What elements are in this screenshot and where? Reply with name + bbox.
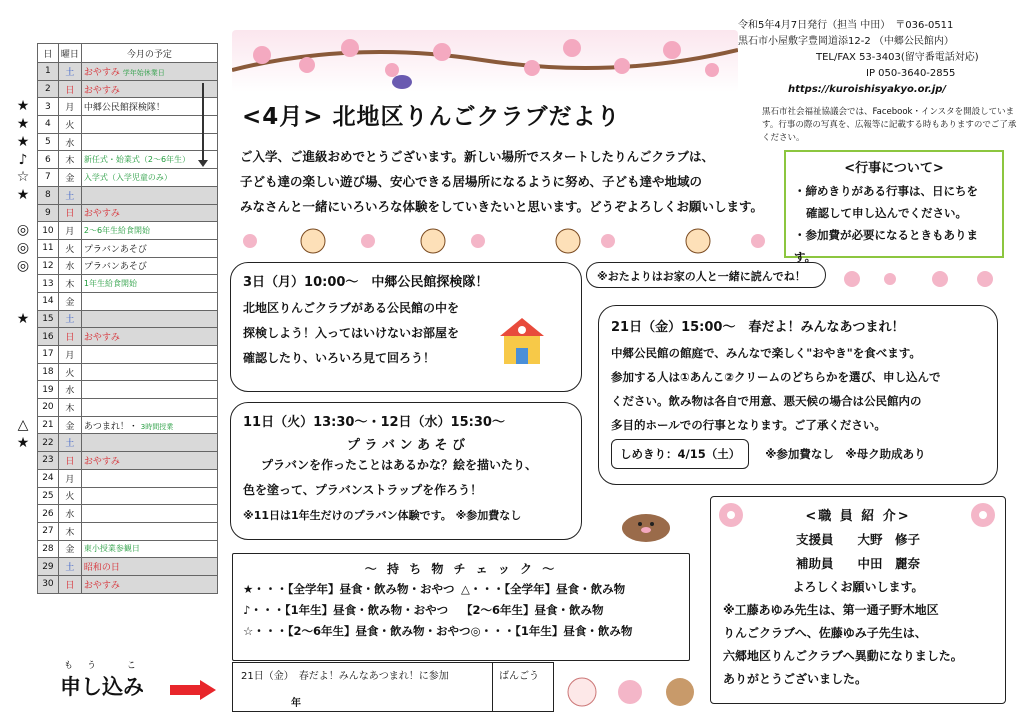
number-label: ばんごう — [499, 671, 539, 682]
event-subtitle: プ ラ バ ン あ そ び — [346, 438, 466, 453]
calendar-day: 20 — [38, 399, 59, 417]
calendar-row — [38, 116, 218, 134]
schedule-mark: ★ — [16, 116, 30, 133]
intro-text — [240, 144, 785, 219]
calendar-weekday: 金 — [58, 540, 81, 558]
staff-row — [723, 528, 993, 552]
staff-note: りんごクラブへ、佐藤ゆみ子先生は、 — [723, 626, 927, 640]
school-icon — [494, 312, 550, 368]
calendar-day: 26 — [38, 505, 59, 523]
calendar-table — [37, 43, 218, 594]
calendar-weekday: 木 — [58, 151, 81, 169]
calendar-weekday: 金 — [58, 416, 81, 434]
items-row — [243, 579, 679, 600]
calendar-row — [38, 275, 218, 293]
calendar-event — [81, 558, 217, 576]
issue-date: 令和5年4月7日発行（担当 中田） 〒036-0511 — [738, 20, 954, 31]
calendar-weekday: 月 — [58, 98, 81, 116]
calendar-row — [38, 133, 218, 151]
schedule-mark: △ — [17, 417, 29, 433]
calendar-day: 23 — [38, 452, 59, 470]
calendar-weekday: 木 — [58, 275, 81, 293]
staff-note: ※工藤あゆみ先生は、第一通子野木地区 — [723, 603, 939, 617]
calendar-weekday: 木 — [58, 522, 81, 540]
calendar-row — [38, 328, 218, 346]
cherry-blossom-icon — [716, 500, 746, 530]
calendar-event — [81, 310, 217, 328]
tel: TEL/FAX 53-3403(留守番電話対応) — [816, 52, 979, 63]
event-text: 探検しよう！入ってはいけないお部屋を — [243, 326, 460, 340]
issuer-info — [738, 18, 979, 98]
calendar-event — [81, 292, 217, 310]
rules-item: ・締めきりがある行事は、日にちを — [794, 184, 978, 198]
calendar-day: 4 — [38, 116, 59, 134]
calendar-event-text: プラバンあそび — [83, 244, 147, 255]
calendar-day: 16 — [38, 328, 59, 346]
calendar-weekday: 金 — [58, 169, 81, 187]
calendar-row — [38, 98, 218, 116]
cherry-blossom-icon — [232, 30, 738, 92]
calendar-day: 14 — [38, 292, 59, 310]
calendar-event-text: プラバンあそび — [83, 262, 147, 273]
calendar-row — [38, 416, 218, 434]
calendar-header-events: 今月の予定 — [81, 44, 217, 63]
calendar-day: 5 — [38, 133, 59, 151]
calendar-event — [81, 575, 217, 593]
grade-field[interactable]: 年 — [291, 698, 301, 709]
staff-name: 中田 麗奈 — [857, 556, 921, 571]
calendar-day: 15 — [38, 310, 59, 328]
calendar-header-weekday: 曜日 — [58, 44, 81, 63]
calendar-event — [81, 169, 217, 187]
calendar-event — [81, 275, 217, 293]
calendar-row — [38, 310, 218, 328]
item-entry: 【2～6年生】昼食・飲み物 — [461, 603, 604, 617]
calendar-day: 21 — [38, 416, 59, 434]
calendar-weekday: 土 — [58, 186, 81, 204]
event-text: ※11日は1年生だけのプラバン体験です。 ※参加費なし — [243, 509, 522, 522]
calendar-row — [38, 186, 218, 204]
calendar-event-text: おやすみ — [83, 456, 120, 467]
calendar-row — [38, 169, 218, 187]
calendar-day: 9 — [38, 204, 59, 222]
event-text: プラバンを作ったことはあるかな？絵を描いたり、 — [261, 458, 538, 472]
calendar-row — [38, 522, 218, 540]
calendar-row — [38, 434, 218, 452]
calendar-body — [38, 63, 218, 594]
staff-box — [710, 496, 1006, 704]
calendar-event — [81, 346, 217, 364]
calendar-row — [38, 257, 218, 275]
calendar-event — [81, 469, 217, 487]
calendar-event-text: おやすみ — [83, 85, 120, 96]
calendar-event — [81, 204, 217, 222]
calendar-event — [81, 452, 217, 470]
staff-title: <職 員 紹 介> — [805, 509, 911, 524]
calendar-event-text: 2～6年生給食開始 — [83, 226, 151, 236]
deadline-badge: しめきり：4/15（土） — [611, 439, 749, 469]
schedule-mark: ★ — [16, 186, 30, 203]
intro-line: みなさんと一緒にいろいろな体験をしていきたいと思います。どうぞよろしくお願いします。 — [240, 199, 764, 214]
calendar-row — [38, 63, 218, 81]
event-heading: 3日（月）10:00～ 中郷公民館探検隊！ — [243, 275, 489, 290]
intro-line: 子ども達の楽しい遊び場、安心できる居場所になるように努め、子ども達や地域の — [240, 174, 703, 189]
staff-row — [723, 552, 993, 576]
calendar-event-text: おやすみ — [83, 209, 120, 220]
schedule-mark: ★ — [16, 434, 30, 451]
calendar-header-row — [38, 44, 218, 63]
calendar-day: 10 — [38, 222, 59, 240]
event-heading: 21日（金）15:00～ 春だよ！みんなあつまれ！ — [611, 320, 905, 335]
event-text: 確認したり、いろいろ見て回ろう！ — [243, 351, 436, 365]
apply-label: 申し込み — [60, 675, 144, 699]
calendar-weekday: 月 — [58, 346, 81, 364]
calendar-weekday: 日 — [58, 452, 81, 470]
calendar-day: 27 — [38, 522, 59, 540]
event-box-plaban — [230, 402, 582, 540]
item-entry: ♪・・・【1年生】昼食・飲み物・おやつ — [243, 603, 449, 617]
calendar-day: 7 — [38, 169, 59, 187]
schedule-mark: ★ — [16, 310, 30, 327]
apply-ruby: もう こ — [64, 661, 150, 671]
number-field[interactable] — [493, 663, 553, 711]
calendar-weekday: 日 — [58, 80, 81, 98]
staff-note: ありがとうございました。 — [723, 672, 868, 686]
calendar-day: 30 — [38, 575, 59, 593]
calendar-day: 17 — [38, 346, 59, 364]
schedule-mark: ◎ — [16, 240, 30, 256]
calendar-weekday: 月 — [58, 469, 81, 487]
calendar-event — [81, 328, 217, 346]
address: 黒石市小屋敷字豊岡道添12-2 （中郷公民館内） — [738, 36, 954, 47]
schedule-mark: ♪ — [18, 151, 28, 168]
staff-role: 補助員 — [795, 556, 834, 571]
calendar-event — [81, 257, 217, 275]
calendar-day: 13 — [38, 275, 59, 293]
calendar-day: 2 — [38, 80, 59, 98]
event-text: ください。飲み物は各自で用意、悪天候の場合は公民館内の — [611, 394, 922, 408]
calendar-weekday: 土 — [58, 310, 81, 328]
items-checklist — [232, 553, 690, 661]
calendar-row — [38, 505, 218, 523]
right-arrow-icon — [170, 680, 216, 700]
calendar-weekday: 木 — [58, 399, 81, 417]
event-text: 多目的ホールでの行事となります。ご了承ください。 — [611, 418, 886, 432]
item-entry: △・・・【全学年】昼食・飲み物 — [461, 582, 626, 596]
event-text: 参加する人は①あんこ②クリームのどちらかを選び、申し込んで — [611, 370, 941, 384]
cherry-blossom-icon — [968, 500, 998, 530]
items-row — [243, 621, 679, 642]
calendar-event — [81, 505, 217, 523]
event-text: 色を塗って、プラバンストラップを作ろう！ — [243, 483, 483, 497]
calendar-weekday: 水 — [58, 257, 81, 275]
calendar-weekday: 日 — [58, 328, 81, 346]
calendar-row — [38, 575, 218, 593]
item-entry: ☆・・・【2～6年生】昼食・飲み物・おやつ — [243, 624, 471, 638]
calendar-event — [81, 399, 217, 417]
page-title: <4月> 北地区りんごクラブだより — [242, 104, 621, 130]
calendar-weekday: 日 — [58, 575, 81, 593]
schedule-mark: ★ — [16, 133, 30, 150]
calendar-day: 29 — [38, 558, 59, 576]
calendar-event-text: 1年生給食開始 — [83, 279, 137, 289]
rules-item: ・参加費が必要になるときもあります。 — [794, 228, 978, 264]
calendar-day: 1 — [38, 63, 59, 81]
event-heading: 11日（火）13:30～・12日（水）15:30～ — [243, 415, 505, 430]
calendar-weekday: 水 — [58, 505, 81, 523]
calendar-event — [81, 540, 217, 558]
fee-note: ※参加費なし ※母ク助成あり — [765, 447, 926, 461]
calendar-event — [81, 116, 217, 134]
calendar-day: 24 — [38, 469, 59, 487]
calendar-row — [38, 469, 218, 487]
calendar-day: 18 — [38, 363, 59, 381]
calendar-day: 19 — [38, 381, 59, 399]
staff-note: 六郷地区りんごクラブへ異動になりました。 — [723, 649, 963, 663]
calendar-event-text: おやすみ — [83, 67, 120, 78]
calendar-event — [81, 522, 217, 540]
calendar-event — [81, 63, 217, 81]
item-entry: ◎・・・【1年生】昼食・飲み物 — [470, 624, 633, 638]
calendar-row — [38, 399, 218, 417]
calendar-row — [38, 487, 218, 505]
calendar-row — [38, 222, 218, 240]
calendar-weekday: 日 — [58, 204, 81, 222]
calendar-row — [38, 239, 218, 257]
calendar-event-text: 昭和の日 — [83, 563, 120, 574]
calendar-event — [81, 239, 217, 257]
down-arrow-icon — [202, 83, 204, 161]
staff-greeting: よろしくお願いします。 — [792, 580, 924, 594]
calendar-row — [38, 292, 218, 310]
form-label: 21日（金） 春だよ！みんなあつまれ！に参加 — [241, 671, 449, 682]
ip-phone: IP 050-3640-2855 — [866, 68, 956, 79]
calendar-row — [38, 204, 218, 222]
calendar-day: 11 — [38, 239, 59, 257]
calendar-row — [38, 363, 218, 381]
calendar-weekday: 火 — [58, 239, 81, 257]
staff-name: 大野 修子 — [857, 532, 921, 547]
calendar-row — [38, 346, 218, 364]
calendar-day: 8 — [38, 186, 59, 204]
calendar-row — [38, 540, 218, 558]
calendar-day: 12 — [38, 257, 59, 275]
schedule-mark: ☆ — [16, 169, 30, 186]
rules-item: 確認して申し込んでください。 — [806, 206, 967, 220]
sakura-banner — [232, 30, 738, 92]
form-event-cell — [233, 663, 493, 711]
schedule-mark: ◎ — [16, 222, 30, 239]
calendar-day: 22 — [38, 434, 59, 452]
calendar-event — [81, 416, 217, 434]
rules-box — [784, 150, 1004, 264]
calendar-weekday: 月 — [58, 222, 81, 240]
calendar-event-text: おやすみ — [83, 333, 120, 344]
schedule-mark: ◎ — [16, 257, 30, 274]
items-title: ～ 持 ち 物 チ ェ ッ ク ～ — [364, 562, 558, 576]
calendar-weekday: 水 — [58, 133, 81, 151]
calendar-event-text: 東小授業参観日 — [83, 544, 140, 554]
calendar-day: 6 — [38, 151, 59, 169]
calendar-event-sub: 学年始休業日 — [122, 68, 165, 77]
event-box-spring — [598, 305, 998, 485]
calendar-weekday: 土 — [58, 558, 81, 576]
calendar-event — [81, 363, 217, 381]
staff-role: 支援員 — [795, 532, 834, 547]
calendar-event-text: あつまれ！・ — [83, 421, 138, 432]
rules-title: <行事について> — [844, 161, 944, 176]
calendar-event-sub: 3時間授業 — [140, 422, 174, 431]
kids-decoration-icon — [238, 226, 768, 256]
calendar-row — [38, 558, 218, 576]
calendar-event — [81, 434, 217, 452]
calendar-header-day: 日 — [38, 44, 59, 63]
cherry-blossom-icon — [840, 266, 1000, 292]
calendar-weekday: 火 — [58, 487, 81, 505]
items-row — [243, 600, 679, 621]
calendar-row — [38, 80, 218, 98]
event-text: 北地区りんごクラブがある公民館の中を — [243, 301, 460, 315]
item-entry: ★・・・【全学年】昼食・飲み物・おやつ — [243, 582, 455, 596]
calendar-event-text: おやすみ — [83, 580, 120, 591]
calendar-row — [38, 151, 218, 169]
calendar-weekday: 水 — [58, 381, 81, 399]
event-text: 中郷公民館の館庭で、みんなで楽しく"おやき"を食べます。 — [611, 346, 921, 360]
intro-line: ご入学、ご進級おめでとうございます。新しい場所でスタートしたりんごクラブは、 — [240, 149, 715, 164]
calendar-weekday: 火 — [58, 116, 81, 134]
calendar-weekday: 金 — [58, 292, 81, 310]
website-link[interactable]: https://kuroishisyakyo.or.jp/ — [788, 84, 947, 95]
application-form — [232, 662, 554, 712]
calendar-event — [81, 80, 217, 98]
calendar-weekday: 土 — [58, 434, 81, 452]
calendar-day: 3 — [38, 98, 59, 116]
calendar-row — [38, 381, 218, 399]
calendar-weekday: 土 — [58, 63, 81, 81]
calendar-day: 25 — [38, 487, 59, 505]
calendar-event-text: 新任式・始業式（2～6年生） — [83, 155, 191, 165]
calendar-event — [81, 186, 217, 204]
calendar-event-text: 中郷公民館探検隊！ — [83, 103, 165, 114]
calendar-event — [81, 133, 217, 151]
animal-decoration-icon — [562, 672, 702, 710]
calendar-day: 28 — [38, 540, 59, 558]
mole-icon — [614, 500, 678, 544]
calendar-event-text: 入学式（入学児童のみ） — [83, 172, 172, 182]
schedule-mark: ★ — [16, 98, 30, 115]
calendar-event — [81, 381, 217, 399]
calendar-event — [81, 98, 217, 116]
calendar-weekday: 火 — [58, 363, 81, 381]
calendar-row — [38, 452, 218, 470]
calendar-event — [81, 487, 217, 505]
note-pill: ※おたよりはお家の人と一緒に読んでね！ — [586, 262, 826, 288]
sns-note: 黒石市社会福祉協議会では、Facebook・インスタを開設しています。行事の際の写真を、広報等に記載する時もありますのでご了承ください。 — [762, 107, 1017, 143]
calendar-event — [81, 222, 217, 240]
